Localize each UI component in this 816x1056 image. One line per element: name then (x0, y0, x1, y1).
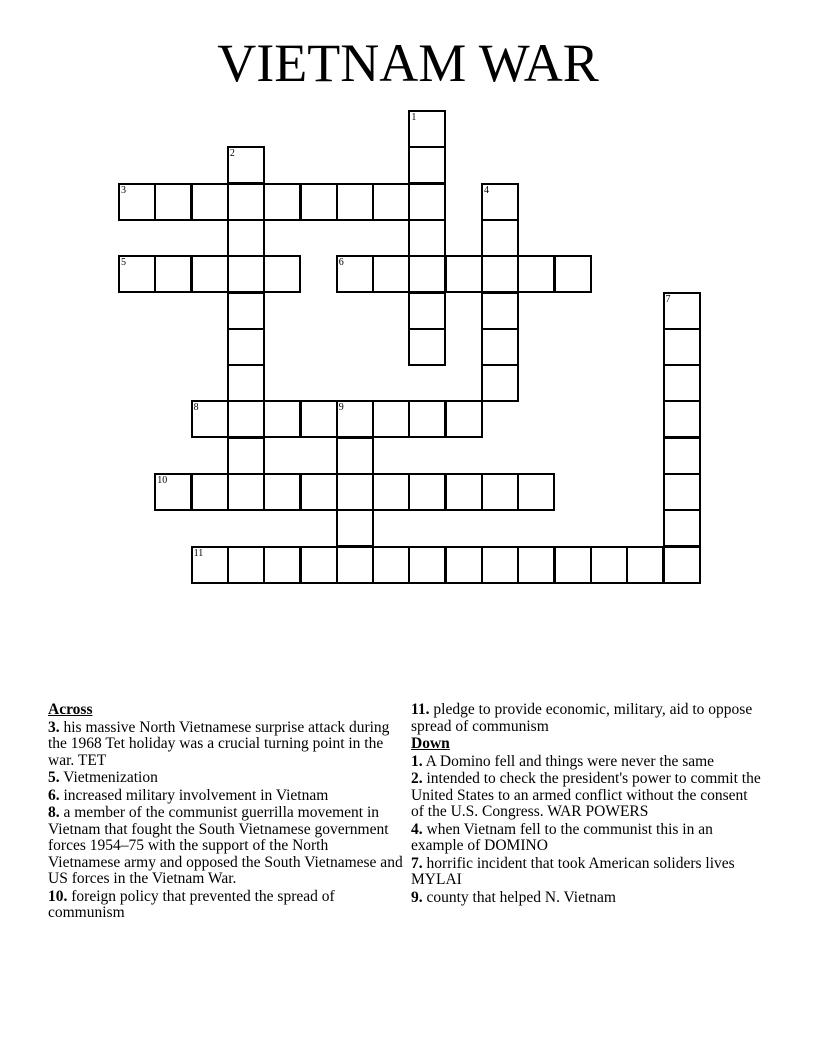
grid-cell[interactable] (191, 546, 229, 584)
grid-cell[interactable] (663, 473, 701, 511)
grid-cell[interactable] (227, 292, 265, 330)
grid-cell[interactable] (227, 364, 265, 402)
grid-cell[interactable] (408, 400, 446, 438)
down-heading: Down (411, 735, 450, 752)
grid-cell[interactable] (227, 255, 265, 293)
grid-cell[interactable] (663, 509, 701, 547)
grid-cell[interactable] (336, 509, 374, 547)
grid-cell[interactable] (408, 183, 446, 221)
grid-cell[interactable] (191, 473, 229, 511)
clue-number: 8 (193, 402, 199, 414)
grid-cell[interactable] (300, 183, 338, 221)
grid-cell[interactable] (663, 364, 701, 402)
grid-cell[interactable] (590, 546, 628, 584)
clue-number: 6 (338, 257, 344, 269)
grid-cell[interactable] (372, 255, 410, 293)
grid-cell[interactable] (154, 183, 192, 221)
grid-cell[interactable] (227, 183, 265, 221)
grid-cell[interactable] (336, 183, 374, 221)
grid-cell[interactable] (481, 364, 519, 402)
grid-cell[interactable] (263, 183, 301, 221)
grid-cell[interactable] (372, 473, 410, 511)
grid-cell[interactable] (227, 328, 265, 366)
grid-cell[interactable] (663, 292, 701, 330)
grid-cell[interactable] (191, 255, 229, 293)
grid-cell[interactable] (227, 437, 265, 475)
grid-cell[interactable] (336, 437, 374, 475)
grid-cell[interactable] (154, 473, 192, 511)
grid-cell[interactable] (481, 255, 519, 293)
clue-number: 1 (411, 112, 417, 123)
grid-cell[interactable] (263, 473, 301, 511)
grid-cell[interactable] (517, 255, 555, 293)
clue-number: 3 (121, 184, 126, 196)
grid-cell[interactable] (227, 546, 265, 584)
grid-cell[interactable] (445, 473, 483, 511)
grid-cell[interactable] (263, 255, 301, 293)
grid-cell[interactable] (336, 546, 374, 584)
clues-right-column (411, 702, 761, 907)
grid-cell[interactable] (227, 400, 265, 438)
grid-cell[interactable] (336, 400, 374, 438)
grid-cell[interactable] (154, 255, 192, 293)
grid-cell[interactable] (517, 473, 555, 511)
grid-cell[interactable] (263, 546, 301, 584)
grid-cell[interactable] (481, 473, 519, 511)
clue-number: 4 (484, 184, 489, 196)
grid-cell[interactable] (336, 473, 374, 511)
grid-cell[interactable] (408, 546, 446, 584)
grid-cell[interactable] (481, 546, 519, 584)
grid-cell[interactable] (663, 328, 701, 366)
grid-cell[interactable] (481, 183, 519, 221)
clues-left-column (48, 702, 404, 923)
grid-cell[interactable] (372, 546, 410, 584)
grid-cell[interactable] (227, 219, 265, 257)
clue-down-9: 9. county that helped N. Vietnam (411, 888, 616, 906)
grid-cell[interactable] (445, 255, 483, 293)
clue-number: 2 (229, 148, 235, 160)
grid-cell[interactable] (227, 473, 265, 511)
clue-across-11: 11. pledge to provide economic, military, aid to oppose spread of communism (411, 701, 753, 735)
grid-cell[interactable] (663, 400, 701, 438)
grid-cell[interactable] (481, 219, 519, 257)
grid-cell[interactable] (663, 437, 701, 475)
grid-cell[interactable] (408, 110, 446, 148)
clue-number: 10 (157, 475, 168, 486)
grid-cell[interactable] (372, 400, 410, 438)
grid-cell[interactable] (445, 546, 483, 584)
clue-number: 11 (193, 547, 204, 559)
grid-cell[interactable] (408, 292, 446, 330)
clue-across-3: 3. his massive North Vietnamese surprise attack during the 1968 Tet holiday was a crucial turning point in the war. TET (48, 718, 390, 769)
grid-cell[interactable] (191, 400, 229, 438)
clue-across-10: 10. foreign policy that prevented the spread of communism (48, 887, 335, 921)
grid-cell[interactable] (300, 400, 338, 438)
grid-cell[interactable] (408, 328, 446, 366)
grid-cell[interactable] (408, 146, 446, 184)
grid-cell[interactable] (481, 328, 519, 366)
grid-cell[interactable] (408, 255, 446, 293)
grid-cell[interactable] (408, 473, 446, 511)
clue-across-8: 8. a member of the communist guerrilla movement in Vietnam that fought the South Vietnamese government forces 1954–75 with the support of the North Vietnamese army and opposed the South Vietnamese and US forces in the Vietnam War. (48, 804, 403, 887)
clue-down-7: 7. horrific incident that took American soliders lives MYLAI (411, 854, 735, 888)
grid-cell[interactable] (191, 183, 229, 221)
grid-cell[interactable] (663, 546, 701, 584)
grid-cell[interactable] (481, 292, 519, 330)
grid-cell[interactable] (118, 255, 156, 293)
grid-cell[interactable] (445, 400, 483, 438)
grid-cell[interactable] (517, 546, 555, 584)
grid-cell[interactable] (300, 546, 338, 584)
clue-down-2: 2. intended to check the president's power to commit the United States to an armed conflict without the consent of the U.S. Congress. WAR POWERS (411, 770, 761, 820)
grid-cell[interactable] (372, 183, 410, 221)
grid-cell[interactable] (554, 255, 592, 293)
grid-cell[interactable] (408, 219, 446, 257)
grid-cell[interactable] (336, 255, 374, 293)
clue-number: 9 (338, 402, 344, 414)
grid-cell[interactable] (227, 146, 265, 184)
clue-down-4: 4. when Vietnam fell to the communist this in an example of DOMINO (411, 820, 713, 854)
clue-number: 7 (665, 293, 671, 305)
across-heading: Across (48, 701, 93, 718)
grid-cell[interactable] (118, 183, 156, 221)
grid-cell[interactable] (626, 546, 664, 584)
clue-across-6: 6. increased military involvement in Vietnam (48, 786, 329, 804)
grid-cell[interactable] (263, 400, 301, 438)
clue-number: 5 (121, 257, 126, 269)
clue-across-5: 5. Vietmenization (48, 769, 158, 786)
grid-cell[interactable] (300, 473, 338, 511)
clue-down-1: 1. A Domino fell and things were never the same (411, 752, 715, 770)
grid-cell[interactable] (554, 546, 592, 584)
page-title: VIETNAM WAR (217, 33, 599, 93)
